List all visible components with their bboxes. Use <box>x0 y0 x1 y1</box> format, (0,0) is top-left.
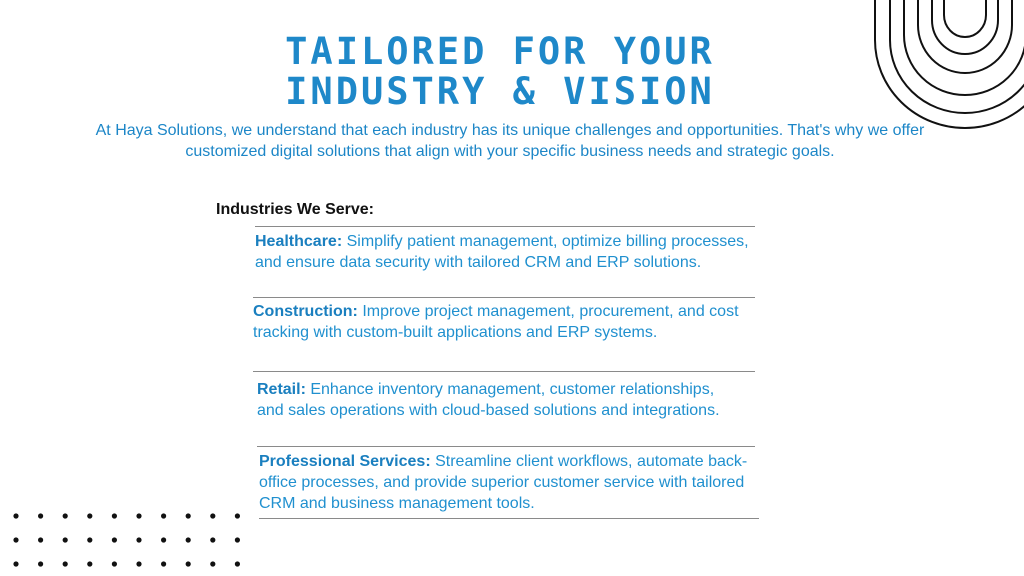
section-label: Industries We Serve: <box>216 201 374 218</box>
industry-description: Enhance inventory management, customer relationships, and sales operations with cloud-based solutions and integrations. <box>257 381 720 419</box>
decorative-dot <box>210 513 215 518</box>
decorative-dot <box>235 561 240 566</box>
decorative-dot <box>210 561 215 566</box>
industry-item-construction <box>253 301 750 343</box>
decorative-dot <box>63 513 68 518</box>
decorative-dot <box>161 513 166 518</box>
decorative-dot <box>87 561 92 566</box>
page-title <box>0 32 1000 112</box>
industry-term: Professional Services: <box>259 453 431 470</box>
decorative-dot <box>186 561 191 566</box>
decorative-dot <box>161 561 166 566</box>
decorative-dot <box>210 537 215 542</box>
industry-description: Simplify patient management, optimize billing processes, and ensure data security with tailored CRM and ERP solutions. <box>255 233 749 271</box>
decorative-dot <box>87 513 92 518</box>
divider <box>257 446 755 447</box>
decorative-dot <box>63 561 68 566</box>
decorative-dot <box>13 537 18 542</box>
decorative-dot <box>112 537 117 542</box>
decorative-dot <box>136 537 141 542</box>
divider <box>253 371 755 372</box>
decorative-dot <box>161 537 166 542</box>
intro-paragraph: At Haya Solutions, we understand that each industry has its unique challenges and opportunities. That's why we offer customized digital solutions that align with your specific business needs and strategic goals. <box>95 122 925 160</box>
industry-item-healthcare <box>255 231 750 273</box>
divider <box>253 297 755 298</box>
decorative-dot <box>186 513 191 518</box>
decorative-dot <box>186 537 191 542</box>
industry-item-professional-services <box>259 451 764 514</box>
decorative-dot <box>136 561 141 566</box>
decorative-dot <box>112 561 117 566</box>
industry-item-retail <box>257 379 727 421</box>
decorative-dot <box>87 537 92 542</box>
industry-description: Improve project management, procurement, and cost tracking with custom-built applications and ERP systems. <box>253 303 739 341</box>
decorative-dot <box>63 537 68 542</box>
divider <box>259 518 759 519</box>
industry-term: Retail: <box>257 381 306 398</box>
decorative-dot <box>38 561 43 566</box>
industry-description: Streamline client workflows, automate back-office processes, and provide superior customer service with tailored CRM and business management tools. <box>259 453 748 512</box>
decorative-dot <box>13 561 18 566</box>
industry-term: Construction: <box>253 303 358 320</box>
title-line-1: TAILORED FOR YOUR <box>285 30 715 73</box>
title-line-2: INDUSTRY & VISION <box>285 70 715 113</box>
decorative-dot <box>136 513 141 518</box>
decorative-dot <box>38 513 43 518</box>
industry-term: Healthcare: <box>255 233 343 250</box>
decorative-dot <box>235 513 240 518</box>
decorative-dot <box>235 537 240 542</box>
decorative-dot <box>38 537 43 542</box>
decorative-dot <box>13 513 18 518</box>
dot-grid-decoration <box>8 508 248 572</box>
decorative-dot <box>112 513 117 518</box>
divider <box>255 226 755 227</box>
